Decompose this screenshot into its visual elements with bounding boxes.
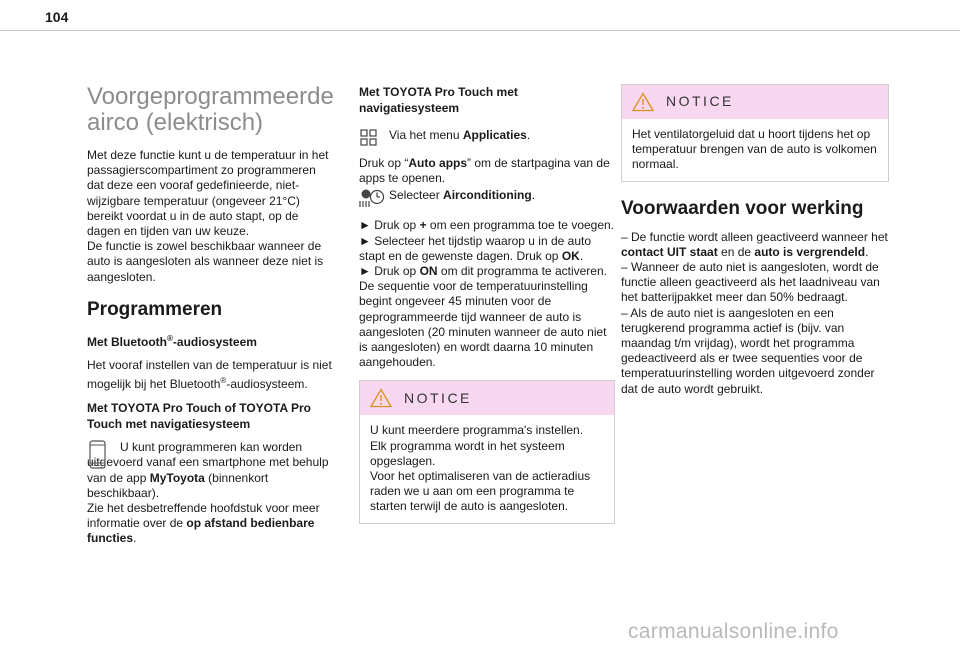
condition-3: – Als de auto niet is aangesloten en een terugkerend programma actief is (bijv. van maandag t/m vrijdag), wordt het programma gedeactiveerd als er twee sequenties voor de temperatuurinstelling worden uitgevoerd zonder dat de auto wordt gebruikt. [621,305,875,396]
notice-header [622,85,888,119]
notice-text-2: Elk programma wordt in het systeem opgeslagen. [370,438,565,468]
notice-label: NOTICE [404,389,472,406]
page-number: 104 [45,9,69,25]
notice-text-3: Voor het optimaliseren van de actieradius raden we u aan om een programma te starten terwijl de auto is aangesloten. [370,469,591,514]
notice-box-programs [359,380,615,523]
smartphone-icon [87,440,109,470]
step-add-program: ► Druk op + om een programma toe te voegen. [359,218,615,233]
column-left [87,84,335,547]
notice-text-1: U kunt meerdere programma's instellen. [370,423,584,438]
column-right [621,84,889,397]
condition-2: – Wanneer de auto niet is aangesloten, wordt de functie alleen geactiveerd als het laadniveau van het batterijpakket meer dan 50% bedraagt. [621,260,880,305]
notice-body [622,119,888,181]
section-title [87,84,335,136]
notice-header [360,381,614,415]
conditions-heading: Voorwaarden voor werking [621,197,864,219]
bluetooth-text: Het vooraf instellen van de temperatuur is niet mogelijk bij het Bluetooth®-audiosysteem. [87,357,332,392]
programmeren-heading: Programmeren [87,298,223,320]
intro-paragraph [87,148,335,285]
warning-triangle-icon [370,388,392,408]
condition-1: – De functie wordt alleen geactiveerd wanneer het contact UIT staat en de auto is vergrendeld. [621,229,888,259]
warning-triangle-icon [632,92,654,112]
air-conditioning-clock-icon [359,186,385,208]
notice-label: NOTICE [666,93,734,110]
sequence-text: De sequentie voor de temperatuurinstelling begint ongeveer 45 minuten voor de geprogrammeerde tijd wanneer de auto is aangesloten (20 minuten wanneer de auto niet is aangesloten) en wordt daarna 10 minuten aangehouden. [359,279,607,370]
section-title-line-2: airco (elektrisch) [87,109,264,136]
intro-text: Met deze functie kunt u de temperatuur in het passagierscompartiment zo programmeren dat deze een vooraf gedefinieerde, niet-wijzigbare temperatuur (ongeveer 21°C) bereikt voordat u in de auto stapt, op de dagen en tijden van uw keuze. [87,148,329,239]
notice-body [360,415,614,522]
bluetooth-heading: Met Bluetooth®-audiosysteem [87,333,257,349]
airconditioning-row: Selecteer Airconditioning. [359,186,615,208]
watermark: carmanualsonline.info [628,620,839,643]
notice-text: Het ventilatorgeluid dat u hoort tijdens het op temperatuur brengen van de auto is volkomen normaal. [632,127,877,172]
top-divider [0,30,960,31]
step-select-time: ► Selecteer het tijdstip waarop u in de auto stapt en de gewenste dagen. Druk op OK. [359,233,592,263]
smartphone-paragraph: U kunt programmeren kan worden uitgevoerd vanaf een smartphone met behulp van de app MyToyota (binnenkort beschikbaar). Zie het desbetreffende hoofdstuk voor meer informatie over de op afstand bedienbare functies. [87,440,329,546]
column-middle [359,84,615,536]
applications-row: Via het menu Applicaties. [359,126,615,148]
notice-box-fan [621,84,889,182]
applications-grid-icon [359,126,385,148]
intro-text-2: De functie is zowel beschikbaar wanneer de auto is aangesloten als wanneer deze niet is aangesloten. [87,239,324,284]
step-activate: ► Druk op ON om dit programma te activeren. [359,264,607,279]
toyota-pro-touch-heading: Met TOYOTA Pro Touch of TOYOTA Pro Touch met navigatiesysteem [87,401,311,432]
section-title-line-1: Voorgeprogrammeerde [87,83,334,110]
navigation-heading: Met TOYOTA Pro Touch met navigatiesysteem [359,85,518,115]
auto-apps-text: Druk op “Auto apps” om de startpagina van de apps te openen. [359,156,610,186]
